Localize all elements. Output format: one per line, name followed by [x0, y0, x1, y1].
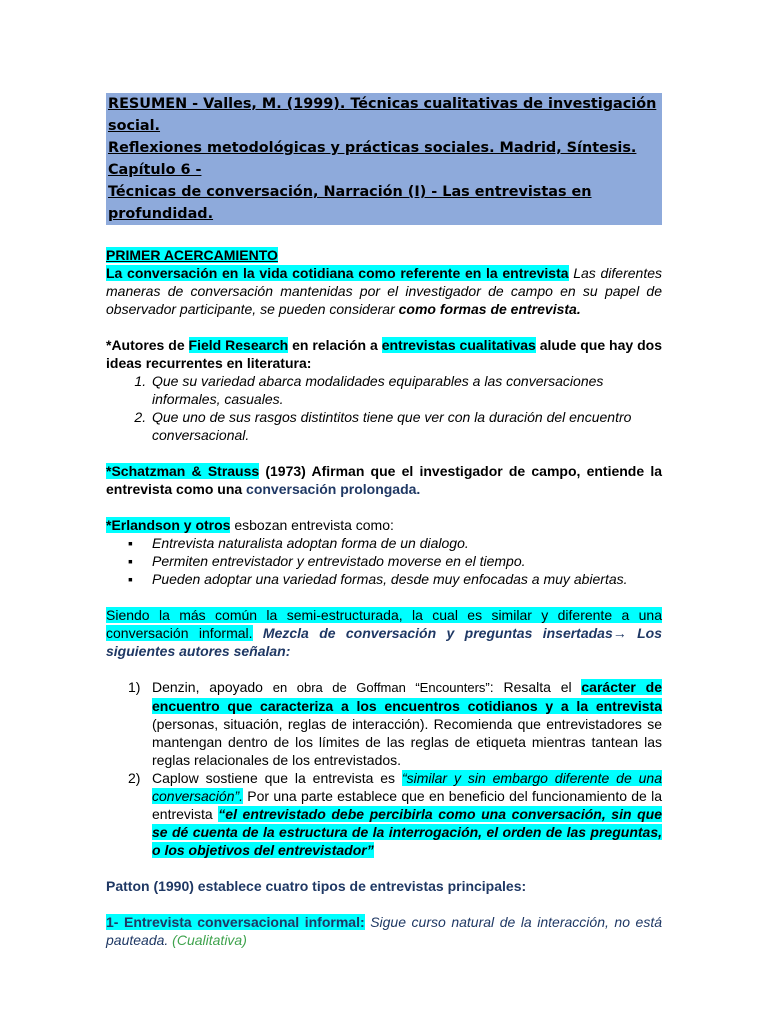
erlandson-list [106, 534, 662, 588]
autores-paragraph: *Autores de Field Research en relación a entrevistas cualitativas alude que hay dos ideas recurrentes en literatura: [106, 337, 662, 371]
title-line-1: RESUMEN - Valles, M. (1999). Técnicas cualitativas de investigación social. [108, 96, 657, 134]
siendo-paragraph: Siendo la más común la semi-estructurada, la cual es similar y diferente a una conversación informal. Mezcla de conversación y preguntas insertadas→ Los siguientes autores señalan: [106, 607, 663, 659]
schatzman-paragraph: *Schatzman & Strauss (1973) Afirman que el investigador de campo, entiende la entrevista como una conversación prolongada. [106, 463, 662, 497]
list-item: 2. Que uno de sus rasgos distintitos tiene que ver con la duración del encuentro conversacional. [150, 408, 662, 444]
list-item: ▪ Permiten entrevistador y entrevistado moverse en el tiempo. [152, 552, 662, 570]
document-title [106, 93, 662, 225]
primer-paragraph: La conversación en la vida cotidiana como referente en la entrevista Las diferentes maneras de conversación mantenidas por el investigador de campo en su papel de observador participante, se pueden considerar como formas de entrevista. [106, 265, 662, 317]
patton-paragraph: Patton (1990) establece cuatro tipos de entrevistas principales: [106, 878, 527, 894]
list-item-denzin: 1) Denzin, apoyado en obra de Goffman “Encounters”: Resalta el carácter de encuentro que caracteriza a los encuentros cotidianos y a la entrevista (personas, situación, reglas de interacción). Recomienda que entrevistadores se mantengan dentro de los límites de las reglas de etiqueta mientras tantean las reglas relacionales de los entrevistados. [128, 679, 663, 768]
arrow-icon: → [612, 625, 627, 641]
list-item: ▪ Entrevista naturalista adoptan forma de un dialogo. [152, 534, 662, 552]
list-item: 1. Que su variedad abarca modalidades equiparables a las conversaciones informales, casuales. [150, 372, 662, 408]
primer-heading: PRIMER ACERCAMIENTO [106, 247, 278, 263]
list-item-caplow: 2) Caplow sostiene que la entrevista es “similar y sin embargo diferente de una conversación”. Por una parte establece que en beneficio del funcionamiento de la entrevista “el entrevistado debe percibirla como una conversación, sin que se dé cuenta de la estructura de la interrogación, el orden de las preguntas, o los objetivos del entrevistador” [128, 770, 662, 858]
erlandson-paragraph: *Erlandson y otros esbozan entrevista como: [106, 517, 394, 533]
tipo1-paragraph: 1- Entrevista conversacional informal: Sigue curso natural de la interacción, no está pauteada. (Cualitativa) [106, 914, 663, 948]
authors-list [106, 678, 662, 859]
title-line-3: Técnicas de conversación, Narración (I) - Las entrevistas en profundidad. [108, 184, 592, 222]
autores-list [106, 372, 662, 444]
title-line-2: Reflexiones metodológicas y prácticas sociales. Madrid, Síntesis. Capítulo 6 - [108, 140, 637, 178]
primer-subheading: La conversación en la vida cotidiana como referente en la entrevista [106, 265, 569, 281]
list-item: ▪ Pueden adoptar una variedad formas, desde muy enfocadas a muy abiertas. [152, 570, 662, 588]
